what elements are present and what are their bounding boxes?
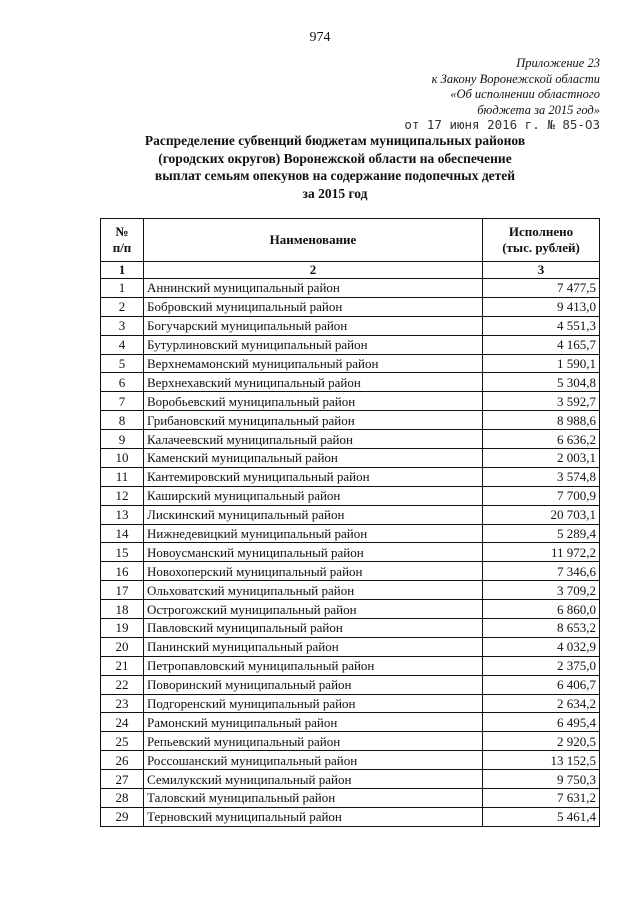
table-row (101, 430, 600, 449)
row-value: 7 631,2 (483, 789, 600, 808)
row-number: 25 (101, 732, 144, 751)
table-body (101, 279, 600, 827)
row-name: Верхнемамонский муниципальный район (144, 354, 483, 373)
row-value: 2 920,5 (483, 732, 600, 751)
row-name: Бобровский муниципальный район (144, 297, 483, 316)
title-line: выплат семьям опекунов на содержание подопечных детей (154, 168, 516, 183)
table-row (101, 486, 600, 505)
row-name: Ольховатский муниципальный район (144, 581, 483, 600)
row-name: Каширский муниципальный район (144, 486, 483, 505)
row-name: Подгоренский муниципальный район (144, 694, 483, 713)
row-value: 3 592,7 (483, 392, 600, 411)
table-row (101, 637, 600, 656)
row-number: 1 (101, 279, 144, 298)
row-value: 13 152,5 (483, 751, 600, 770)
title-line: Распределение субвенций бюджетам муниципальных районов (144, 133, 526, 148)
row-name: Терновский муниципальный район (144, 807, 483, 826)
table-row (101, 335, 600, 354)
row-number: 10 (101, 449, 144, 468)
table-row (101, 449, 600, 468)
row-value: 3 709,2 (483, 581, 600, 600)
header-value-line: (тыс. рублей) (502, 240, 580, 255)
row-number: 14 (101, 524, 144, 543)
row-number: 12 (101, 486, 144, 505)
table-row (101, 524, 600, 543)
row-number: 28 (101, 789, 144, 808)
column-number: 1 (101, 262, 144, 279)
row-number: 20 (101, 637, 144, 656)
row-name: Поворинский муниципальный район (144, 675, 483, 694)
header-num-line: п/п (112, 240, 132, 255)
row-number: 26 (101, 751, 144, 770)
row-value: 4 032,9 (483, 637, 600, 656)
row-value: 3 574,8 (483, 467, 600, 486)
table-row (101, 373, 600, 392)
row-name: Нижнедевицкий муниципальный район (144, 524, 483, 543)
row-value: 5 289,4 (483, 524, 600, 543)
row-number: 23 (101, 694, 144, 713)
row-value: 7 700,9 (483, 486, 600, 505)
row-number: 15 (101, 543, 144, 562)
table-row (101, 543, 600, 562)
row-name: Таловский муниципальный район (144, 789, 483, 808)
row-name: Калачеевский муниципальный район (144, 430, 483, 449)
title-line: за 2015 год (302, 185, 368, 201)
title-line: (городских округов) Воронежской области на обеспечение (158, 150, 512, 166)
page-number: 974 (309, 30, 331, 45)
row-value: 7 477,5 (483, 279, 600, 298)
row-number: 24 (101, 713, 144, 732)
table-row (101, 505, 600, 524)
column-number: 2 (144, 262, 483, 279)
row-number: 7 (101, 392, 144, 411)
header-num-line: № (115, 224, 129, 239)
header-value-line: Исполнено (508, 224, 574, 239)
row-value: 6 636,2 (483, 430, 600, 449)
row-value: 6 406,7 (483, 675, 600, 694)
table-row (101, 807, 600, 826)
table-row (101, 713, 600, 732)
subventions-table (100, 218, 600, 827)
row-name: Аннинский муниципальный район (144, 279, 483, 298)
row-number: 21 (101, 656, 144, 675)
appendix-line: к Закону Воронежской области (431, 71, 600, 86)
table-row (101, 694, 600, 713)
row-name: Кантемировский муниципальный район (144, 467, 483, 486)
row-value: 2 375,0 (483, 656, 600, 675)
row-name: Верхнехавский муниципальный район (144, 373, 483, 392)
row-value: 6 495,4 (483, 713, 600, 732)
row-value: 20 703,1 (483, 505, 600, 524)
header-num (101, 219, 144, 262)
row-value: 1 590,1 (483, 354, 600, 373)
row-value: 4 551,3 (483, 316, 600, 335)
row-number: 22 (101, 675, 144, 694)
row-value: 9 413,0 (483, 297, 600, 316)
row-value: 5 461,4 (483, 807, 600, 826)
row-name: Лискинский муниципальный район (144, 505, 483, 524)
table-row (101, 297, 600, 316)
row-number: 6 (101, 373, 144, 392)
table-row (101, 392, 600, 411)
appendix-block (432, 56, 600, 118)
table-row (101, 467, 600, 486)
row-number: 16 (101, 562, 144, 581)
table-row (101, 562, 600, 581)
table-row (101, 789, 600, 808)
document-title (120, 132, 550, 202)
row-name: Новоусманский муниципальный район (144, 543, 483, 562)
row-value: 8 653,2 (483, 619, 600, 638)
row-number: 17 (101, 581, 144, 600)
row-number: 3 (101, 316, 144, 335)
row-number: 2 (101, 297, 144, 316)
row-number: 8 (101, 411, 144, 430)
table-row (101, 732, 600, 751)
row-value: 8 988,6 (483, 411, 600, 430)
appendix-line: «Об исполнении областного (450, 87, 600, 101)
table-row (101, 770, 600, 789)
row-name: Воробьевский муниципальный район (144, 392, 483, 411)
row-number: 5 (101, 354, 144, 373)
appendix-line: Приложение 23 (516, 56, 600, 70)
row-name: Панинский муниципальный район (144, 637, 483, 656)
row-number: 19 (101, 619, 144, 638)
row-name: Бутурлиновский муниципальный район (144, 335, 483, 354)
row-value: 9 750,3 (483, 770, 600, 789)
table-row (101, 279, 600, 298)
row-value: 5 304,8 (483, 373, 600, 392)
row-number: 27 (101, 770, 144, 789)
row-number: 29 (101, 807, 144, 826)
row-number: 11 (101, 467, 144, 486)
row-number: 9 (101, 430, 144, 449)
row-value: 2 634,2 (483, 694, 600, 713)
row-number: 4 (101, 335, 144, 354)
row-value: 11 972,2 (483, 543, 600, 562)
row-number: 18 (101, 600, 144, 619)
table-row (101, 411, 600, 430)
table-row (101, 600, 600, 619)
table-row (101, 354, 600, 373)
row-number: 13 (101, 505, 144, 524)
row-name: Павловский муниципальный район (144, 619, 483, 638)
column-number-row (101, 262, 600, 279)
table-row (101, 619, 600, 638)
row-name: Грибановский муниципальный район (144, 411, 483, 430)
appendix-line: бюджета за 2015 год» (477, 102, 600, 117)
table-row (101, 581, 600, 600)
table-row (101, 675, 600, 694)
row-value: 7 346,6 (483, 562, 600, 581)
row-name: Репьевский муниципальный район (144, 732, 483, 751)
row-name: Петропавловский муниципальный район (144, 656, 483, 675)
header-value (483, 219, 600, 262)
table-row (101, 316, 600, 335)
table-header-row (101, 219, 600, 262)
row-name: Новохоперский муниципальный район (144, 562, 483, 581)
row-value: 4 165,7 (483, 335, 600, 354)
header-name: Наименование (144, 219, 483, 262)
row-name: Острогожский муниципальный район (144, 600, 483, 619)
table-row (101, 656, 600, 675)
law-reference-stamp: от 17 июня 2016 г. № 85-ОЗ (404, 117, 600, 132)
row-name: Рамонский муниципальный район (144, 713, 483, 732)
column-number: 3 (483, 262, 600, 279)
row-value: 6 860,0 (483, 600, 600, 619)
table-row (101, 751, 600, 770)
row-name: Каменский муниципальный район (144, 449, 483, 468)
row-name: Россошанский муниципальный район (144, 751, 483, 770)
row-name: Богучарский муниципальный район (144, 316, 483, 335)
row-name: Семилукский муниципальный район (144, 770, 483, 789)
row-value: 2 003,1 (483, 449, 600, 468)
